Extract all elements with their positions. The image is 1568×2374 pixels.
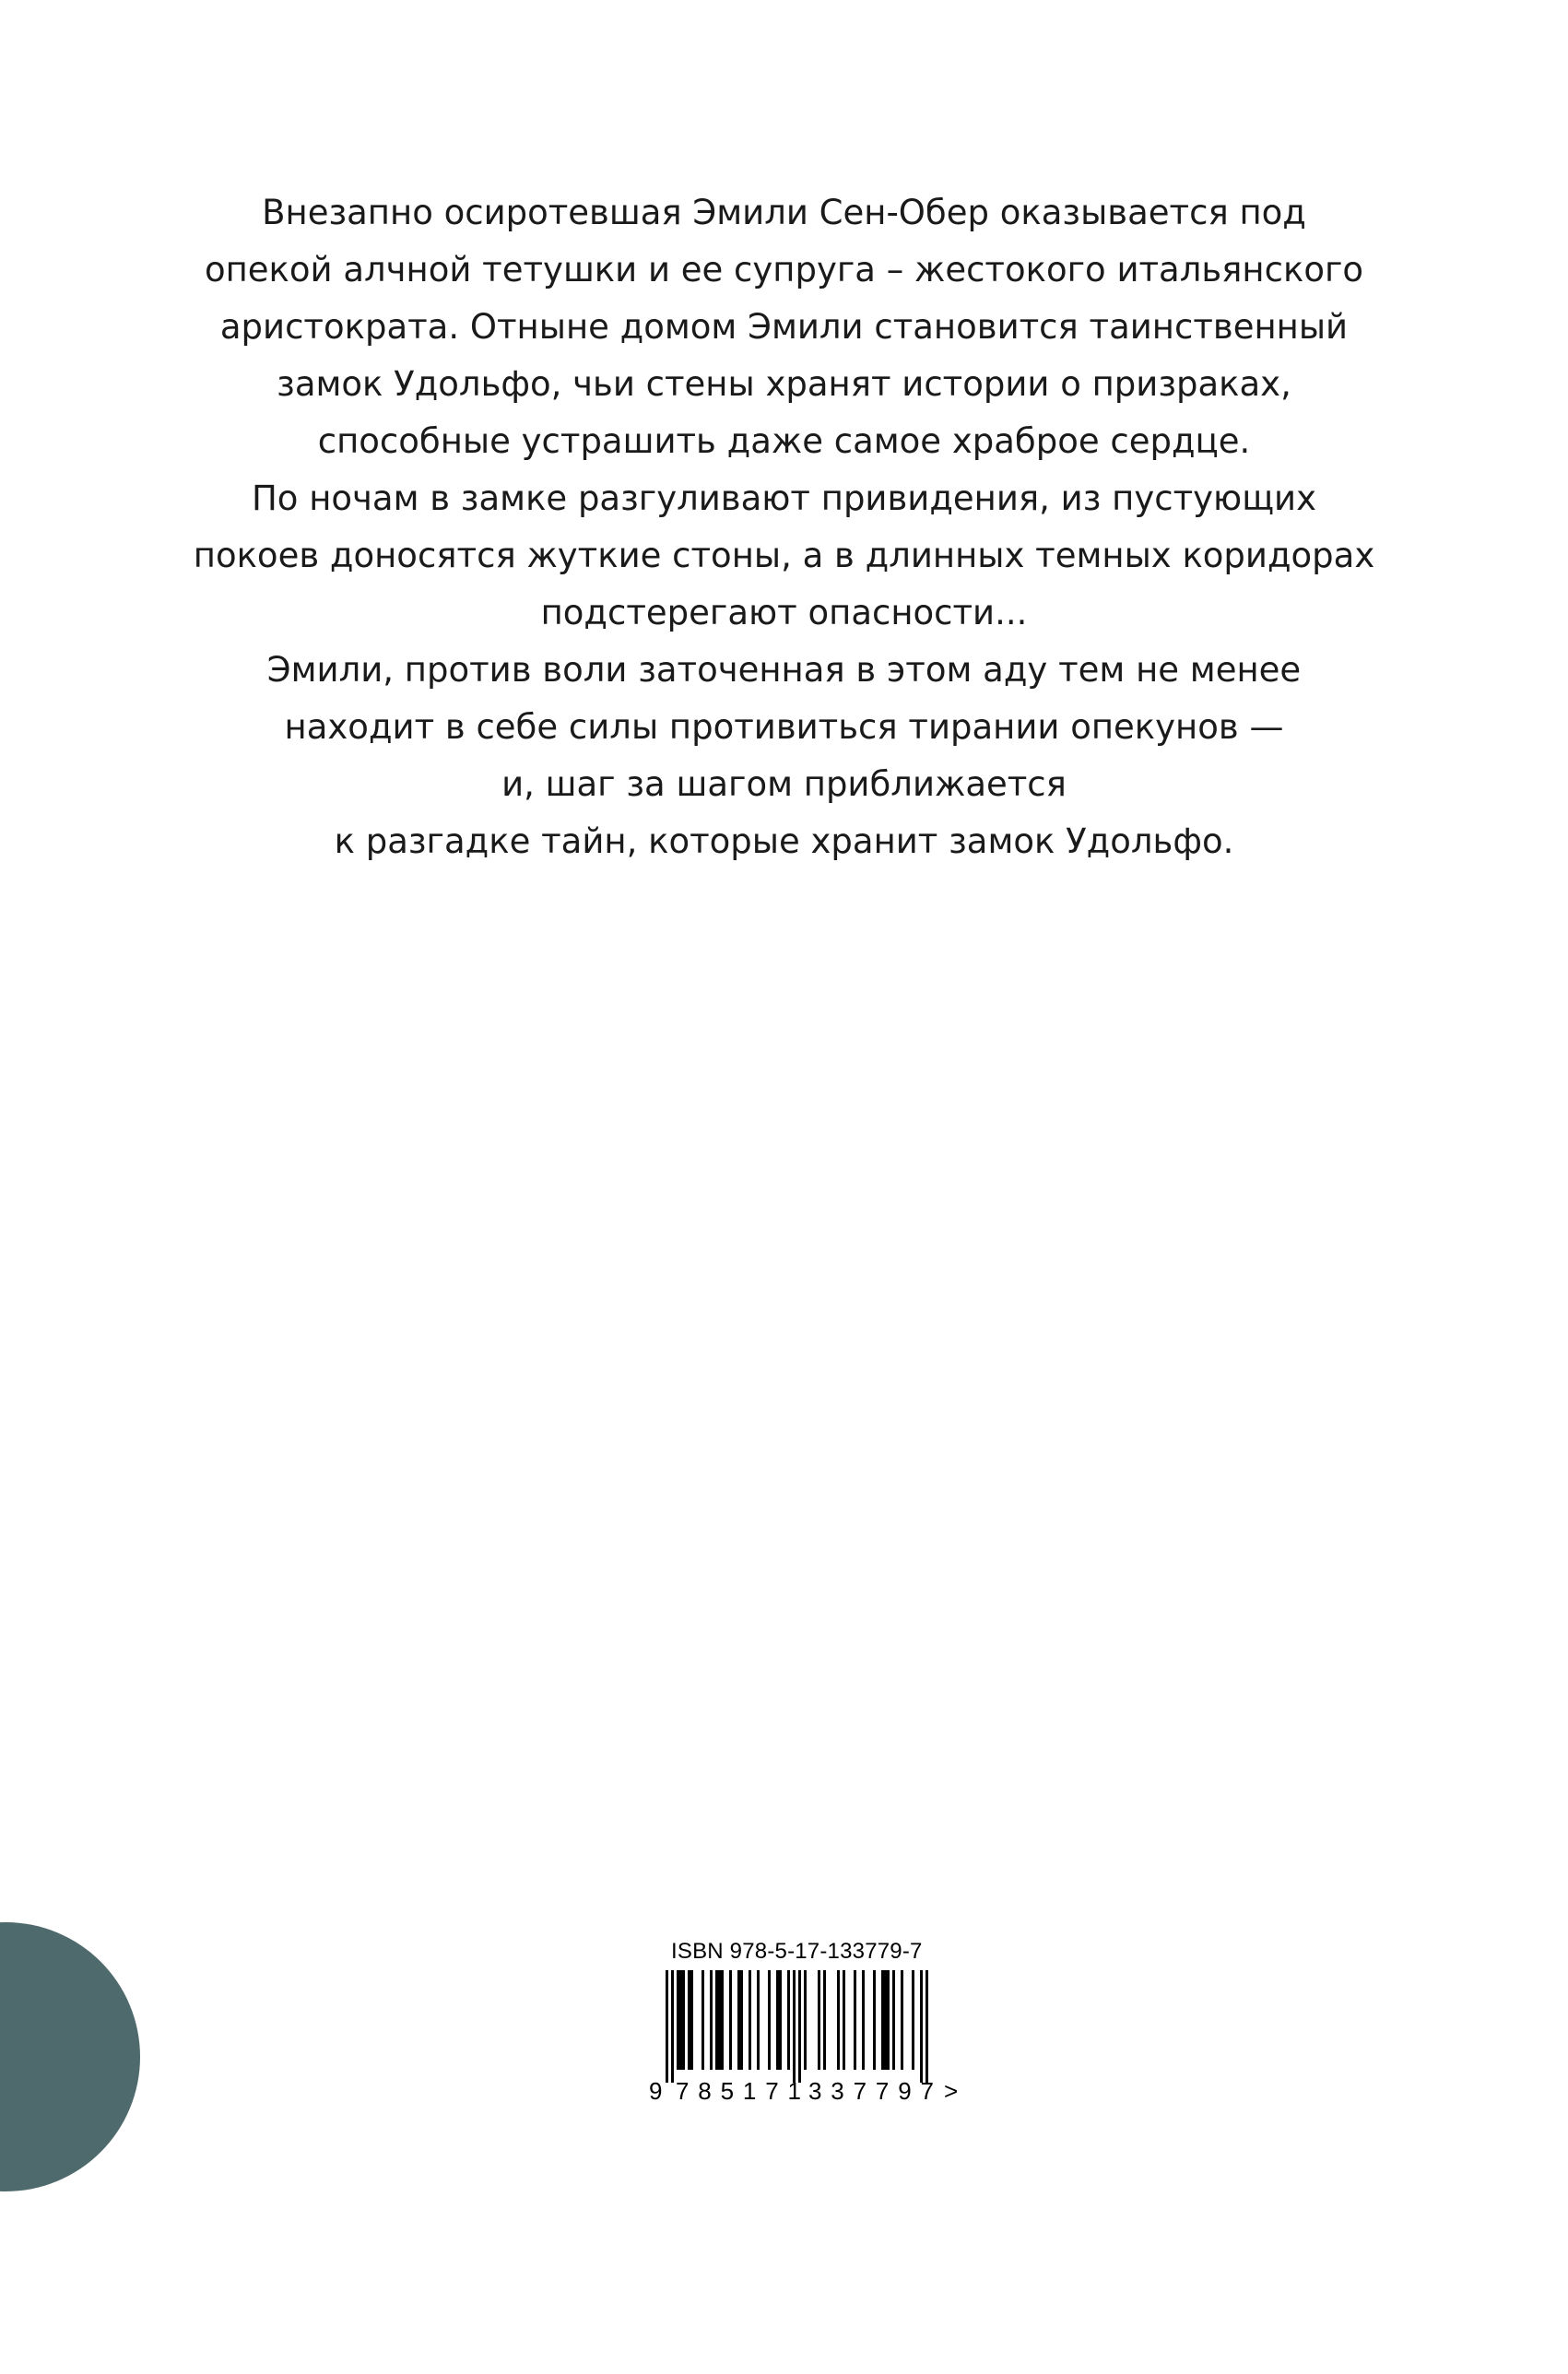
barcode-guard-bar — [925, 1970, 928, 2083]
barcode-bar — [690, 1970, 693, 2070]
blurb-line: По ночам в замке разгуливают привидения, из пустующих — [251, 478, 1316, 518]
barcode-guard-bar — [798, 1970, 801, 2083]
blurb-line: подстерегают опасности... — [540, 593, 1028, 632]
barcode-bar — [682, 1970, 685, 2070]
barcode-guard-bar — [793, 1970, 796, 2083]
barcode-bar — [892, 1970, 895, 2070]
barcode-right-digits: 337797 — [808, 2077, 934, 2105]
blurb-line: способные устрашить даже самое храброе сердце. — [317, 421, 1251, 461]
blurb-line: аристократа. Отныне домом Эмили становится таинственный — [219, 307, 1349, 347]
barcode-graphic — [645, 1970, 977, 2108]
barcode-bar — [854, 1970, 856, 2070]
barcode-bar — [787, 1970, 790, 2070]
isbn-label: ISBN 978-5-17-133779-7 — [671, 1939, 923, 1964]
barcode-first-digit: 9 — [649, 2077, 663, 2105]
barcode-bar — [779, 1970, 782, 2070]
barcode-bar — [737, 1970, 740, 2070]
barcode-bar — [843, 1970, 845, 2070]
barcode-bar — [688, 1970, 690, 2070]
barcode-bar — [718, 1970, 721, 2070]
barcode-bar — [884, 1970, 887, 2070]
barcode-bar — [715, 1970, 718, 2070]
blurb-line: покоев доносятся жуткие стоны, а в длинных темных коридорах — [193, 536, 1375, 575]
blurb-line: Внезапно осиротевшая Эмили Сен-Обер оказывается под — [262, 193, 1306, 232]
barcode-bar — [701, 1970, 704, 2070]
blurb-line: опекой алчной тетушки и ее супруга – жестокого итальянского — [204, 250, 1364, 289]
blurb-line: и, шаг за шагом приближается — [501, 764, 1067, 804]
barcode-bar — [837, 1970, 840, 2070]
barcode-bar — [823, 1970, 826, 2070]
barcode-bar — [873, 1970, 876, 2070]
barcode-bar — [721, 1970, 724, 2070]
barcode-guard-bar — [920, 1970, 923, 2083]
blurb-line: замок Удольфо, чьи стены хранят истории о призраках, — [277, 364, 1291, 404]
blurb-line: к разгадке тайн, которые хранит замок Удольфо. — [334, 821, 1234, 861]
barcode-guard-bar — [671, 1970, 674, 2083]
barcode-bar — [881, 1970, 884, 2070]
barcode-guard-bar — [666, 1970, 668, 2083]
barcode-bar — [710, 1970, 713, 2070]
back-cover-blurb — [138, 184, 1430, 870]
barcode-left-digits: 785171 — [676, 2077, 801, 2105]
blurb-line: Эмили, против воли заточенная в этом аду тем не менее — [266, 650, 1302, 690]
barcode-bar — [729, 1970, 732, 2070]
barcode-bar — [887, 1970, 890, 2070]
barcode-bar — [901, 1970, 903, 2070]
barcode-bar — [768, 1970, 771, 2070]
barcode-bar — [776, 1970, 779, 2070]
barcode-bar — [757, 1970, 760, 2070]
barcode-bar — [679, 1970, 682, 2070]
barcode-bar — [862, 1970, 865, 2070]
barcode-bar — [804, 1970, 807, 2070]
barcode-quiet-zone-mark: > — [944, 2077, 959, 2105]
barcode-bar — [749, 1970, 751, 2070]
barcode-bar — [818, 1970, 820, 2070]
barcode-bar — [740, 1970, 743, 2070]
blurb-line: находит в себе силы противиться тирании опекунов — — [284, 707, 1284, 747]
barcode-bar — [677, 1970, 679, 2070]
decorative-circle — [0, 1922, 140, 2191]
isbn-barcode — [645, 1939, 977, 2114]
barcode-bar — [912, 1970, 914, 2070]
